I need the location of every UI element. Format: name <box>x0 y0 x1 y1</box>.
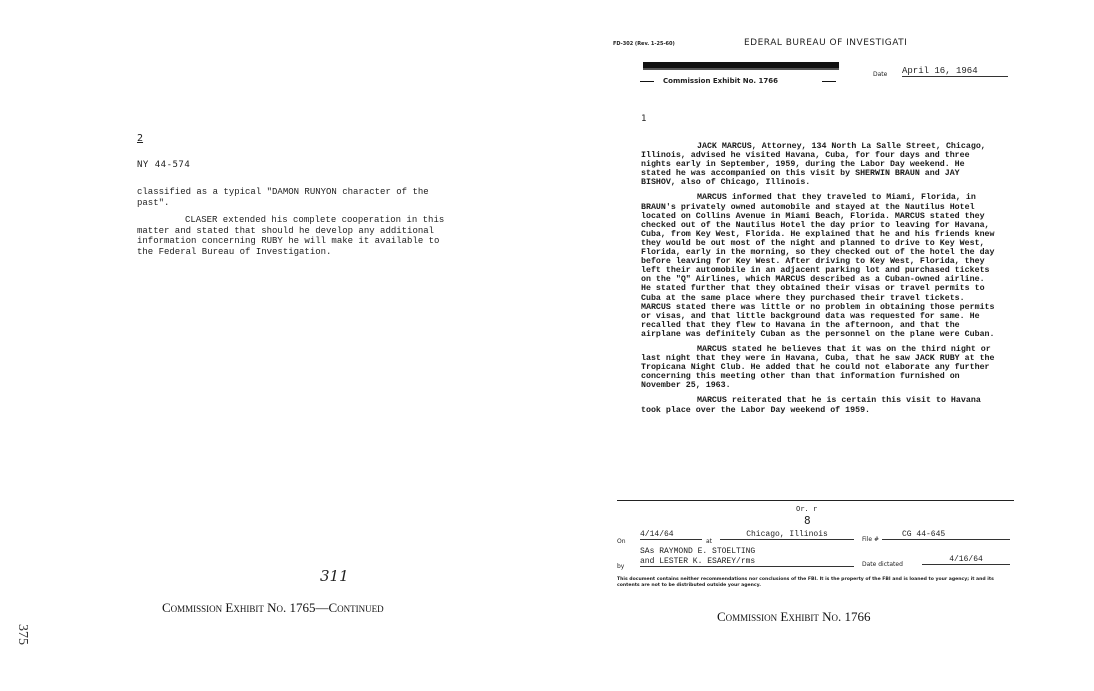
on-date-value: 4/14/64 <box>640 530 702 540</box>
agency-header: EDERAL BUREAU OF INVESTIGATI <box>744 38 908 48</box>
fbi-disclaimer: This document contains neither recommendations nor conclusions of the FBI. It is the property of the FBI and is loaned to your agency; it and its contents are not to be distributed outside your agency. <box>617 577 994 588</box>
form-code: FD-302 (Rev. 1-25-60) <box>613 41 675 47</box>
footer-rule <box>617 500 1014 501</box>
right-paragraph: MARCUS stated he believes that it was on the third night or last night that they were in Havana, Cuba, that he saw JACK RUBY at the Tropicana Night Club. He added that he could not elaborate any further concerning this meeting other than that information furnished on November 25, 1963. <box>641 344 995 391</box>
right-paragraph: MARCUS informed that they traveled to Miami, Florida, in BRAUN's privately owned automobile and stayed at the Nautilus Hotel located on Collins Avenue in Miami Beach, Florida. MARCUS stated they checked out of the Nautilus Hotel the day prior to leaving for Havana, Cuba, from Key West, Florida. He explained that he and his friends knew they would be out most of the night and planned to drive to Key West, Florida, early in the morning, so they checked out of the hotel the day before leaving for Key West. After driving to Key West, Florida, they left their automobile in an adjacent parking lot and purchased tickets on the "Q" Airlines, which MARCUS described as a Cuban-owned airline. He stated further that they obtained their visas or travel permits to Cuba at the same place where they purchased their travel tickets. MARCUS stated there was little or no problem in obtaining those permits or visas, and that little background data was requested for same. He recalled that they flew to Havana in the afternoon, and that the airplane was definitely Cuban as the personnel on the plane were Cuban. <box>641 193 995 339</box>
header-bar-underline <box>643 68 839 70</box>
right-page-marker: 1 <box>641 114 647 124</box>
file-label: File # <box>862 536 879 543</box>
date-label: Date <box>873 71 888 78</box>
exhibit-dash-left <box>640 81 654 82</box>
file-number-value: CG 44-645 <box>882 530 1010 540</box>
agents-line-2: and LESTER K. ESAREY/rms <box>640 557 854 567</box>
handwritten-number: 311 <box>320 567 349 585</box>
footer-stamp-mark: 8 <box>804 514 811 527</box>
left-body-text <box>137 187 457 264</box>
by-label: by <box>617 563 625 570</box>
left-file-reference: NY 44-574 <box>137 160 191 170</box>
right-paragraph: MARCUS reiterated that he is certain this visit to Havana took place over the Labor Day weekend of 1959. <box>641 396 981 415</box>
agents-line-1: SAs RAYMOND E. STOELTING <box>640 547 756 556</box>
date-dictated-label: Date dictated <box>862 561 903 568</box>
right-body-text <box>641 142 996 421</box>
footer-stamp: Or. r <box>796 505 818 513</box>
left-exhibit-caption: Commission Exhibit No. 1765—Continued <box>162 600 384 615</box>
location-value: Chicago, Illinois <box>720 530 854 540</box>
left-page-marker: 2 <box>137 133 144 144</box>
right-paragraph: JACK MARCUS, Attorney, 134 North La Salle Street, Chicago, Illinois, advised he visited Havana, Cuba, for four days and three nights early in September, 1959, during the Labor Day weekend. He stated he was accompanied on this visit by SHERWIN BRAUN and JAY BISHOV, also of Chicago, Illinois. <box>641 142 986 188</box>
left-paragraph: classified as a typical "DAMON RUNYON character of the past". <box>137 187 429 208</box>
date-value: April 16, 1964 <box>902 66 1008 77</box>
on-label: On <box>617 538 626 545</box>
at-label: at <box>706 538 713 545</box>
exhibit-dash-right <box>822 81 836 82</box>
left-paragraph: CLASER extended his complete cooperation in this matter and stated that should he develop any additional information concerning RUBY he will make it available to the Federal Bureau of Investigation. <box>137 215 445 257</box>
page-number: 375 <box>15 624 30 645</box>
date-dictated-value: 4/16/64 <box>922 555 1010 565</box>
exhibit-label: Commission Exhibit No. 1766 <box>663 77 779 85</box>
right-exhibit-caption: Commission Exhibit No. 1766 <box>717 609 871 624</box>
